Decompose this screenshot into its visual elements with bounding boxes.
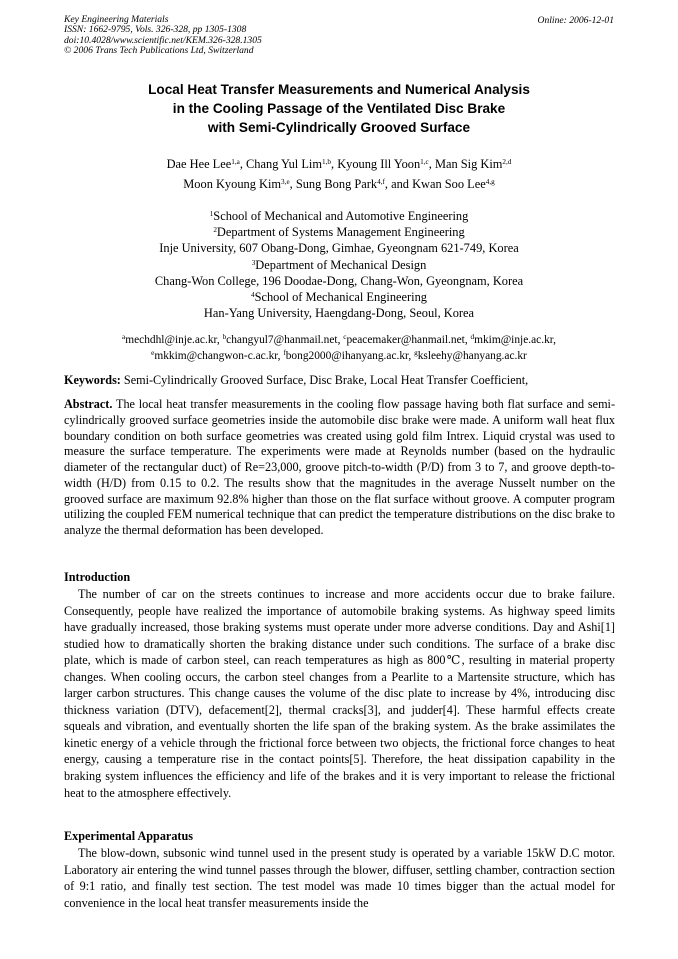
keywords-label: Keywords:	[64, 373, 121, 387]
affiliation-text: Inje University, 607 Obang-Dong, Gimhae, Gyeongnam 621-749, Korea	[159, 241, 519, 256]
experimental-text: The blow-down, subsonic wind tunnel used in the present study is operated by a variable 15kW D.C motor. Laboratory air entering the wind tunnel passes through the blower, diffuser, settling chamber, contraction section of 9:1 ratio, and finally test section. The test model was made 10 times bigger than the actual model for convenience in the local heat transfer measurements inside the	[64, 846, 615, 910]
author-sep: ,	[289, 176, 296, 191]
email-sup: d	[470, 333, 475, 341]
email-line-2	[0, 349, 678, 365]
author-sup: 4,g	[485, 177, 495, 186]
author-sup: 1,b	[322, 158, 331, 166]
affiliation-sup: 2	[213, 226, 217, 235]
author-sup: 4,f	[377, 177, 385, 186]
email-link[interactable]: mkkim@changwon-c.ac.kr	[154, 349, 278, 362]
affiliation-sup: 3	[251, 258, 256, 267]
affiliation-line	[0, 240, 678, 256]
email-sup: b	[222, 333, 227, 341]
author-name: Sung Bong Park	[295, 176, 378, 191]
title-line-1: Local Heat Transfer Measurements and Numerical Analysis	[148, 82, 530, 97]
affiliation-line	[0, 289, 678, 305]
email-link[interactable]: mkim@inje.ac.kr	[474, 334, 554, 346]
email-sup: f	[283, 348, 286, 357]
affiliation-sup: 4	[251, 291, 255, 300]
affiliation-text: Department of Systems Management Engineering	[216, 225, 465, 240]
email-sup: g	[414, 348, 418, 357]
keywords-text: Semi-Cylindrically Grooved Surface, Disc Brake, Local Heat Transfer Coefficient,	[123, 373, 529, 387]
abstract-label: Abstract.	[64, 397, 113, 411]
journal-name: Key Engineering Materials	[64, 14, 169, 25]
online-date: Online: 2006-12-01	[537, 15, 614, 26]
issn-line: ISSN: 1662-9795, Vols. 326-328, pp 1305-1308	[64, 24, 247, 36]
author-name: Moon Kyoung Kim	[183, 176, 282, 191]
email-link[interactable]: bong2000@ihanyang.ac.kr	[285, 349, 409, 362]
affiliation-line	[0, 208, 678, 224]
affiliation-text: School of Mechanical Engineering	[254, 290, 427, 305]
affiliation-text: School of Mechanical and Automotive Engineering	[213, 209, 469, 223]
affiliation-text: Han-Yang University, Haengdang-Dong, Seoul, Korea	[203, 306, 475, 321]
affiliation-line	[0, 273, 678, 289]
email-link[interactable]: ksleehy@hanyang.ac.kr	[417, 349, 527, 362]
author-sep: ,	[239, 157, 247, 171]
email-link[interactable]: peacemaker@hanmail.net	[346, 334, 465, 346]
email-link[interactable]: mechdhl@inje.ac.kr	[125, 334, 217, 346]
author-name: Man Sig Kim	[434, 157, 503, 171]
introduction-heading: Introduction	[64, 570, 131, 584]
email-sep: ,	[464, 334, 471, 346]
email-sep: ,	[337, 334, 344, 346]
title-line-3: with Semi-Cylindrically Grooved Surface	[207, 120, 471, 135]
author-name: Dae Hee Lee	[166, 157, 232, 171]
affiliation-line	[0, 224, 678, 240]
affiliation-sup: 1	[209, 210, 214, 218]
email-sep: ,	[277, 349, 284, 362]
paper-title	[0, 80, 678, 137]
abstract	[64, 397, 615, 539]
email-line-1	[0, 333, 678, 349]
author-sup: 1,c	[420, 158, 429, 166]
email-sup: a	[122, 333, 126, 341]
email-sep: ,	[216, 334, 223, 346]
affiliations	[0, 208, 678, 321]
affiliation-line	[0, 305, 678, 321]
abstract-text: The local heat transfer measurements in the cooling flow passage having both flat surface and semi-cylindrically grooved surface geometries inside the automobile disc brake were made. A uniform wall heat flux boundary condition on both surface geometries was created using gold film Intrex. Liquid crystal was used to measure the surface temperature. The experiments were made at Reynolds number (based on the hydraulic diameter of the rectangular duct) of Re=23,000, groove pitch-to-width (P/D) from 3 to 7, and groove depth-to-width (H/D) from 0.15 to 0.2. The results show that the magnitudes in the average Nusselt number on the grooved surface are maximum 92.8% higher than those on the flat surface without groove. A computer program utilizing the coupled FEM numerical technique that can predict the temperature distributions on the disc brake to analyze the thermal deformation has been developed.	[64, 397, 616, 537]
email-sup: c	[343, 333, 347, 341]
author-name: Chang Yul Lim	[246, 157, 322, 171]
author-line-1	[0, 155, 678, 175]
email-list	[0, 333, 678, 364]
copyright-line: © 2006 Trans Tech Publications Ltd, Switzerland	[64, 45, 254, 57]
email-link[interactable]: changyul7@hanmail.net	[226, 334, 338, 346]
author-line-2	[0, 175, 678, 195]
author-list	[0, 155, 678, 194]
author-prefix: and	[391, 176, 413, 191]
author-sup: 2,d	[502, 158, 512, 166]
author-name: Kwan Soo Lee	[412, 176, 486, 191]
experimental-heading: Experimental Apparatus	[64, 829, 193, 843]
author-sep: ,	[384, 176, 392, 191]
email-sup: e	[151, 348, 155, 357]
keywords	[64, 373, 528, 388]
affiliation-text: Chang-Won College, 196 Doodae-Dong, Chang-Won, Gyeongnam, Korea	[154, 273, 524, 288]
author-sup: 3,e	[281, 177, 290, 186]
email-sep: ,	[408, 349, 415, 362]
title-line-2: in the Cooling Passage of the Ventilated Disc Brake	[172, 101, 506, 116]
email-sep: ,	[553, 334, 556, 346]
doi-line[interactable]: doi:10.4028/www.scientific.net/KEM.326-328.1305	[64, 34, 262, 46]
introduction-text: The number of car on the streets continues to increase and more accidents occur due to brake failure. Consequently, people have realized the importance of automobile braking systems. As highway speed limits have gradually increased, those braking systems must operate under more adverse conditions. Day and Ashi[1] studied how to dramatically shorten the braking distance under such conditions. The surface of a brake disc plate, which is made of carbon steel, can reach temperatures as high as 800℃, resulting in material property changes. When cooling occurs, the carbon steel changes from a Pearlite to a Martensite structure, which has larger carbon structures. This change causes the volume of the disc plate to increase by 4%, introducing disc thickness variation (DTV), defacement[2], thermal cracks[3], and judder[4]. These harmful effects create squeals and vibration, and eventually shorten the life span of the braking system. As the brake assimilates the kinetic energy of a vehicle through the frictional force between two objects, the frictional force changes to heat energy, causing a temperature rise in the contact points[5]. Therefore, the heat dissipation capability in the braking system influences the efficiency and life of the brakes and it is very important to release the frictional heat to the atmosphere effectively.	[64, 587, 615, 800]
author-sep: ,	[330, 157, 338, 171]
affiliation-text: Department of Mechanical Design	[255, 257, 427, 272]
author-sup: 1,a	[231, 158, 240, 166]
journal-header	[64, 15, 262, 57]
affiliation-line	[0, 257, 678, 273]
author-sep: ,	[428, 157, 435, 171]
author-name: Kyoung Ill Yoon	[337, 157, 421, 171]
